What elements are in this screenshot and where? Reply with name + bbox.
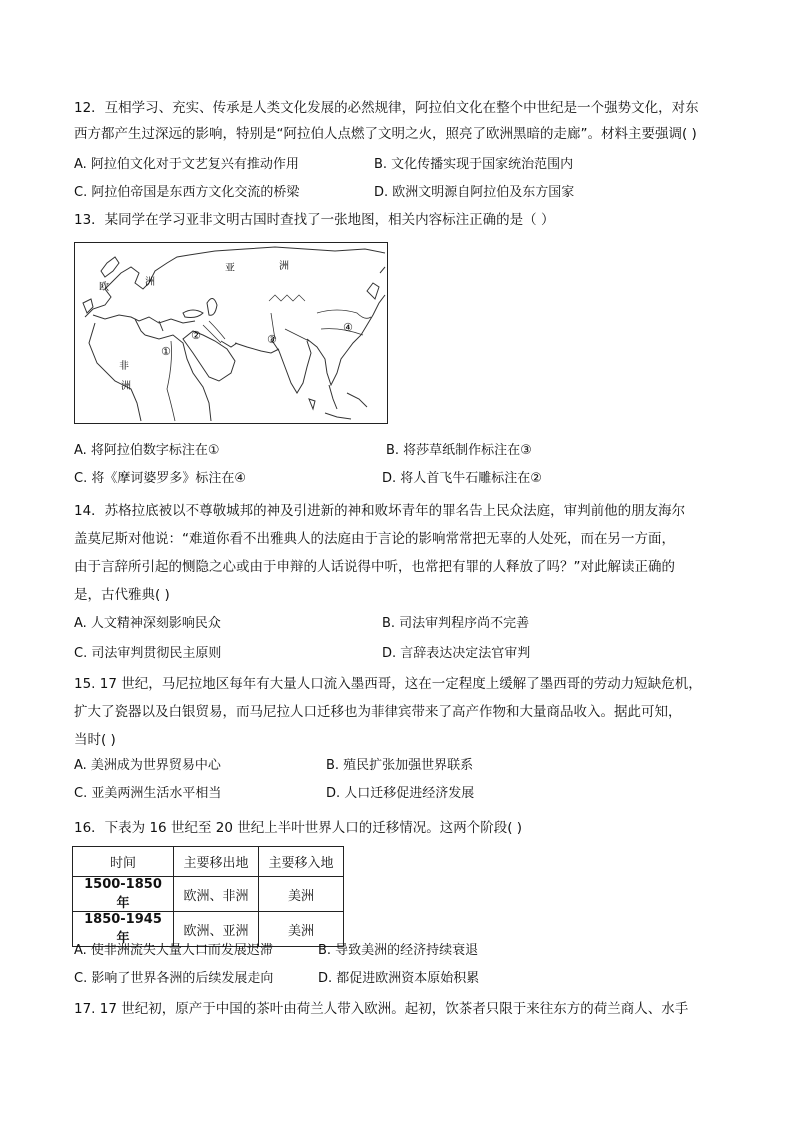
q12-stem-line-1: 12．互相学习、充实、传承是人类文化发展的必然规律，阿拉伯文化在整个中世纪是一个强势文化，对东 <box>74 100 699 116</box>
q16-stem: 16．下表为 16 世纪至 20 世纪上半叶世界人口的迁移情况。这两个阶段( ) <box>74 820 523 836</box>
q14-option-b[interactable]: B. 司法审判程序尚不完善 <box>382 616 530 631</box>
q16-option-d[interactable]: D. 都促进欧洲资本原始积累 <box>318 971 480 986</box>
q14-stem-line-3: 由于言辞所引起的恻隐之心或由于申辩的人话说得中听，也常把有罪的人释放了吗？”对此解读正确的 <box>74 559 675 575</box>
q13-option-d[interactable]: D. 将人首飞牛石雕标注在② <box>382 471 542 486</box>
q16-option-c[interactable]: C. 影响了世界各洲的后续发展走向 <box>74 971 274 986</box>
q12-option-a[interactable]: A. 阿拉伯文化对于文艺复兴有推动作用 <box>74 157 299 172</box>
marker-3: ③ <box>267 333 277 346</box>
afro-eurasia-map <box>74 242 388 424</box>
table-cell-destination: 美洲 <box>259 912 344 947</box>
q15-option-d[interactable]: D. 人口迁移促进经济发展 <box>326 786 475 801</box>
label-asia-2: 洲 <box>279 261 289 272</box>
q15-option-c[interactable]: C. 亚美两洲生活水平相当 <box>74 786 222 801</box>
table-header-destination: 主要移入地 <box>259 847 344 877</box>
migration-table <box>72 846 344 947</box>
q14-stem-line-4: 是，古代雅典( ) <box>74 587 170 603</box>
table-cell-destination: 美洲 <box>259 877 344 912</box>
q12-option-d[interactable]: D. 欧洲文明源自阿拉伯及东方国家 <box>374 185 575 200</box>
table-header-origin: 主要移出地 <box>174 847 259 877</box>
q14-option-d[interactable]: D. 言辞表达决定法官审判 <box>382 646 531 661</box>
table-header-row <box>73 847 344 877</box>
q13-stem: 13．某同学在学习亚非文明古国时查找了一张地图，相关内容标注正确的是（ ） <box>74 212 555 228</box>
table-cell-time: 1850-1945 年 <box>73 912 174 947</box>
marker-1: ① <box>161 345 171 358</box>
q13-option-c[interactable]: C. 将《摩诃婆罗多》标注在④ <box>74 471 246 486</box>
q12-stem-line-2: 西方都产生过深远的影响，特别是“阿拉伯人点燃了文明之火，照亮了欧洲黑暗的走廊”。材料主要强调( ) <box>74 126 697 142</box>
label-europe-2: 洲 <box>145 277 155 288</box>
q16-option-a[interactable]: A. 使非洲流失大量人口而发展迟滞 <box>74 943 273 958</box>
q17-stem-line-1: 17. 17 世纪初，原产于中国的茶叶由荷兰人带入欧洲。起初，饮茶者只限于来往东方的荷兰商人、水手 <box>74 1001 689 1017</box>
q15-stem-line-3: 当时( ) <box>74 732 116 748</box>
table-cell-origin: 欧洲、非洲 <box>174 877 259 912</box>
table-cell-time: 1500-1850 年 <box>73 877 174 912</box>
q15-option-b[interactable]: B. 殖民扩张加强世界联系 <box>326 758 474 773</box>
q16-option-b[interactable]: B. 导致美洲的经济持续衰退 <box>318 943 479 958</box>
q14-option-a[interactable]: A. 人文精神深刻影响民众 <box>74 616 221 631</box>
table-cell-origin: 欧洲、亚洲 <box>174 912 259 947</box>
map-drawing <box>75 243 387 423</box>
table-header-time: 时间 <box>73 847 174 877</box>
q14-option-c[interactable]: C. 司法审判贯彻民主原则 <box>74 646 222 661</box>
q15-stem-line-2: 扩大了瓷器以及白银贸易，而马尼拉人口迁移也为菲律宾带来了高产作物和大量商品收入。据此可知， <box>74 704 682 720</box>
table-row <box>73 877 344 912</box>
label-asia-1: 亚 <box>225 263 235 274</box>
q13-option-a[interactable]: A. 将阿拉伯数字标注在① <box>74 443 220 458</box>
label-africa-2: 洲 <box>121 381 131 392</box>
q15-stem-line-1: 15. 17 世纪，马尼拉地区每年有大量人口流入墨西哥，这在一定程度上缓解了墨西哥的劳动力短缺危机， <box>74 676 702 692</box>
q15-option-a[interactable]: A. 美洲成为世界贸易中心 <box>74 758 221 773</box>
label-europe-1: 欧 <box>99 282 109 293</box>
q14-stem-line-2: 盖莫尼斯对他说：“难道你看不出雅典人的法庭由于言论的影响常常把无辜的人处死，而在另一方面， <box>74 531 675 547</box>
marker-4: ④ <box>343 321 353 334</box>
q12-option-b[interactable]: B. 文化传播实现于国家统治范围内 <box>374 157 574 172</box>
q12-option-c[interactable]: C. 阿拉伯帝国是东西方文化交流的桥梁 <box>74 185 300 200</box>
q14-stem-line-1: 14．苏格拉底被以不尊敬城邦的神及引进新的神和败坏青年的罪名告上民众法庭，审判前他的朋友海尔 <box>74 503 686 519</box>
marker-2: ② <box>191 329 201 342</box>
label-africa-1: 非 <box>119 361 129 372</box>
q13-option-b[interactable]: B. 将莎草纸制作标注在③ <box>386 443 532 458</box>
